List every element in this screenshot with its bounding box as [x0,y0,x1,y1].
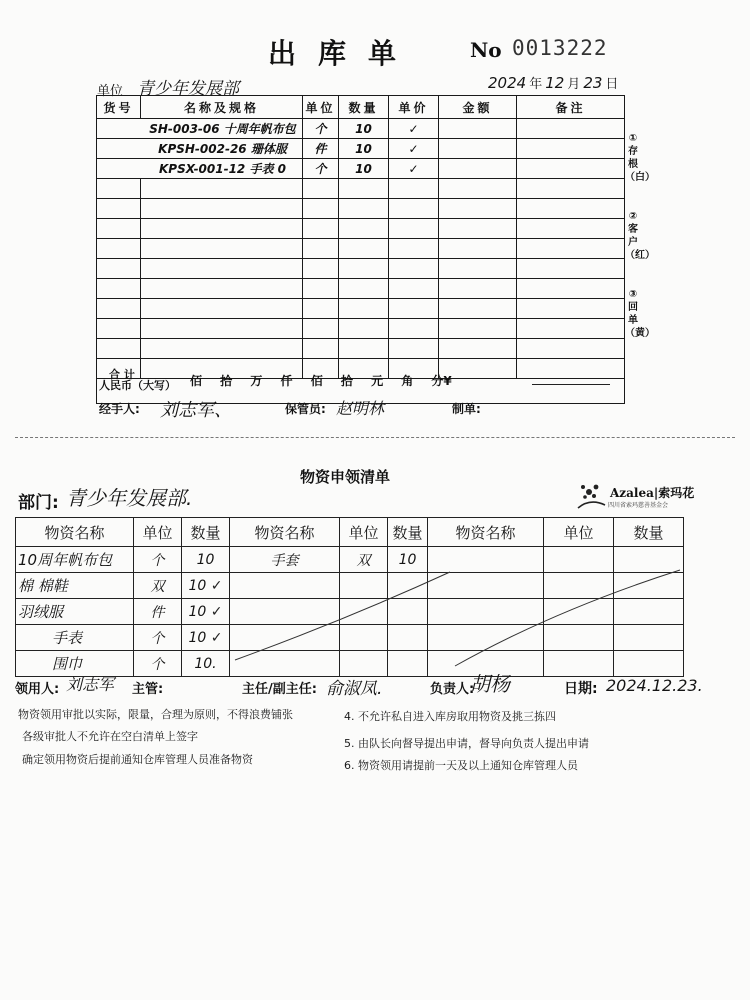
receiver-signature: 刘志军 [66,675,115,694]
rule-item: 5. 由队长向督导提出申请，督导向负责人提出申请 [344,737,589,750]
row-unit: 个 [134,547,182,573]
copy-note-customer: ②客户（红） [625,211,655,261]
row-price-check: ✓ [389,139,439,159]
row-qty-2: 10 [388,547,428,573]
department-value: 青少年发展部. [66,486,193,510]
outbound-table [96,95,625,404]
row-qty-value: 10 [188,629,207,646]
row-qty: 10 [339,119,389,139]
row-unit: 个 [134,651,182,677]
col-header-price: 单价 [389,96,439,119]
date-year: 2024 [488,74,527,92]
row-unit: 双 [134,573,182,599]
col-header-material-name: 物资名称 [428,518,544,547]
row-material-name: 手表 [16,625,134,651]
table-row [97,159,625,179]
row-material-name: 10周年帆布包 [16,547,134,573]
table-row [97,119,625,139]
row-qty-value: 10 [188,603,207,620]
outbound-table-header [97,96,625,119]
row-code-name: SH-003-06 十周年帆布包 [97,119,303,139]
date-year-suffix: 年 [529,77,543,92]
table-row [97,319,625,339]
row-qty [182,573,230,599]
maker-label: 制单: [452,402,481,416]
total-amount-units: 佰 拾 万 仟 佰 拾 元 角 分¥ [190,374,452,388]
row-qty: 10 [182,547,230,573]
col-header-qty: 数量 [614,518,684,547]
unit-label: 单位 [97,84,124,99]
table-row [97,219,625,239]
person-in-charge-signature: 胡杨 [470,672,510,696]
total-label [99,369,176,391]
row-price-check: ✓ [389,119,439,139]
receiver-label: 领用人: [15,682,60,697]
col-header-qty: 数量 [182,518,230,547]
row-qty: 10 [339,139,389,159]
row-qty: 10 [339,159,389,179]
col-header-amount: 金额 [439,96,517,119]
keeper-signature: 赵明林 [336,399,385,418]
requisition-form-title: 物资申领清单 [300,468,391,486]
handler-signature: 刘志军、 [160,400,232,421]
table-row [97,199,625,219]
table-row [97,299,625,319]
row-unit-2: 双 [340,547,388,573]
director-signature: 俞淑凤. [326,679,383,699]
logo-subtitle: 四川省索玛慈善基金会 [608,502,669,509]
col-header-remark: 备注 [517,96,625,119]
director-label: 主任/副主任: [242,682,317,697]
row-material-name: 羽绒服 [16,599,134,625]
col-header-unit: 单位 [544,518,614,547]
serial-number-label: No [470,38,502,62]
check-mark-icon: ✓ [210,603,223,620]
copy-note-stub: ①存根（白） [625,133,655,183]
supervisor-label: 主管: [132,682,164,697]
table-row [97,259,625,279]
col-header-qty: 数量 [339,96,389,119]
col-header-material-name: 物资名称 [16,518,134,547]
date-day: 23 [583,74,603,92]
row-unit: 个 [303,159,339,179]
col-header-unit: 单位 [340,518,388,547]
row-unit: 件 [303,139,339,159]
row-price-check: ✓ [389,159,439,179]
rule-item: 物资领用审批以实际，限量，合理为原则，不得浪费铺张 [18,708,293,721]
person-in-charge-label: 负责人: [430,682,475,697]
table-row [97,239,625,259]
handler-label: 经手人: [99,402,140,416]
serial-number-value: 0013222 [512,36,608,60]
row-qty [182,599,230,625]
row-qty-value: 10 [188,577,207,594]
col-header-material-name: 物资名称 [230,518,340,547]
total-label-line1: 合 计 [109,368,135,381]
table-row [97,179,625,199]
void-strike-lines [225,560,685,670]
row-material-name-2: 手套 [230,547,340,573]
page-divider [15,437,735,438]
col-header-name-spec: 名称及规格 [141,96,303,119]
keeper-label: 保管员: [285,402,326,416]
requisition-table-header [16,518,684,547]
row-material-name: 棉 棉鞋 [16,573,134,599]
check-mark-icon: ✓ [210,629,223,646]
outbound-date [488,73,621,92]
row-unit: 个 [134,625,182,651]
row-qty [182,625,230,651]
row-code-name: KPSX-001-12 手表 0 [97,159,303,179]
col-header-code: 货号 [97,96,141,119]
row-code-name: KPSH-002-26 珊体服 [97,139,303,159]
col-header-unit: 单位 [134,518,182,547]
copy-note-return: ③回单（黄） [625,289,655,339]
department-label: 部门: [18,493,59,513]
date-month: 12 [545,74,565,92]
outbound-form-title: 出库单 [268,37,419,70]
table-row [97,279,625,299]
col-header-qty: 数量 [388,518,428,547]
requisition-date-label: 日期: [564,681,598,697]
requisition-date-value: 2024.12.23. [606,676,703,695]
rule-item: 各级审批人不允许在空白清单上签字 [22,730,198,743]
date-month-suffix: 月 [567,77,581,92]
col-header-unit: 单位 [303,96,339,119]
row-material-name: 围巾 [16,651,134,677]
rule-item: 确定领用物资后提前通知仓库管理人员准备物资 [22,753,253,766]
unit-value: 青少年发展部 [137,79,239,99]
row-unit: 件 [134,599,182,625]
row-unit: 个 [303,119,339,139]
date-day-suffix: 日 [605,77,619,92]
table-row [97,139,625,159]
row-qty: 10. [182,651,230,677]
total-label-line2: 人民币（大写） [99,379,176,392]
total-amount-line [532,384,610,385]
table-row [97,339,625,359]
check-mark-icon: ✓ [210,577,223,594]
logo-text: Azalea|索玛花 [610,486,695,500]
rule-item: 4. 不允许私自进入库房取用物资及挑三拣四 [344,710,556,723]
rule-item: 6. 物资领用请提前一天及以上通知仓库管理人员 [344,759,578,772]
